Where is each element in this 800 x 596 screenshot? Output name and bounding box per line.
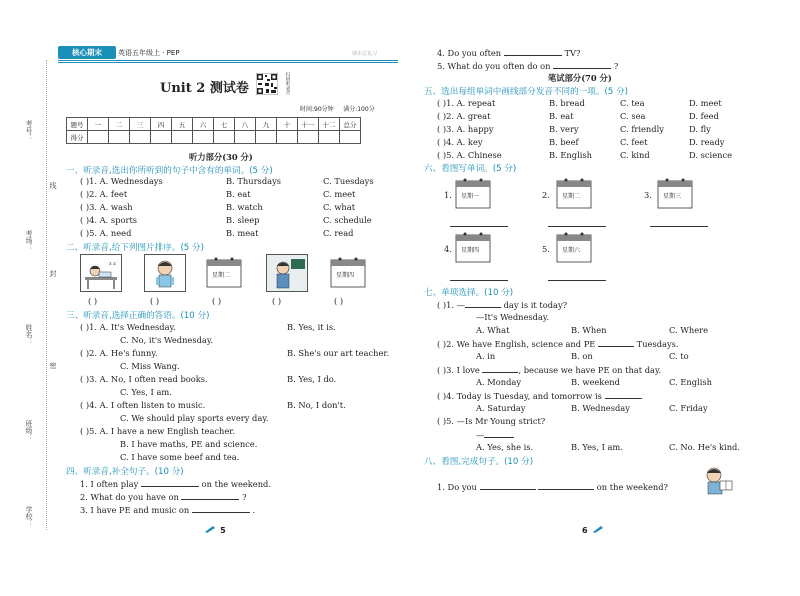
q3-2-a: ( )2. A. He's funny. — [80, 348, 158, 358]
q5-3-c: C. friendly — [620, 124, 664, 134]
q1-1-stem: ( )1. A. Wednesdays — [80, 176, 163, 186]
page-number: 6 — [582, 526, 588, 535]
score-cell[interactable] — [298, 131, 319, 144]
q8-1 — [437, 481, 668, 492]
q7-2-tail: Tuesdays. — [636, 339, 679, 349]
exam-room-label: 考场： — [25, 230, 33, 251]
pic-num: 2. — [542, 190, 550, 200]
answer-blank[interactable] — [598, 338, 634, 347]
q7-4-text: ( )4. Today is Tuesday, and tomorrow is — [437, 391, 602, 401]
q3-1-b: B. Yes, it is. — [287, 322, 336, 332]
order-paren[interactable]: ( ) — [334, 296, 344, 306]
q7-3-c: C. English — [669, 377, 712, 387]
q5-5-stem: ( )5. A. Chinese — [437, 150, 502, 160]
q1-5-stem: ( )5. A. need — [80, 228, 132, 238]
score-cell[interactable] — [151, 131, 172, 144]
q7-3-tail: , because we have PE on that day. — [518, 365, 662, 375]
q7-3 — [437, 364, 661, 375]
q3-1-a: ( )1. A. It's Wednesday. — [80, 322, 176, 332]
page-number: 5 — [220, 526, 226, 535]
score-cell[interactable] — [193, 131, 214, 144]
table-cell: 八 — [235, 118, 256, 131]
score-cell[interactable] — [130, 131, 151, 144]
q7-5-reply — [476, 429, 514, 440]
q1-4-b: B. sleep — [226, 215, 260, 225]
q7-3-b: B. weekend — [571, 377, 620, 387]
q1-3-c: C. what — [323, 202, 356, 212]
table-cell: 题号 — [67, 118, 88, 131]
q1-1-c: C. Tuesdays — [323, 176, 374, 186]
score-cell[interactable] — [109, 131, 130, 144]
calendar-label: 星期四 — [461, 247, 480, 254]
section-8-title: 八、看图,完成句子。(10 分) — [424, 457, 534, 467]
header-rule-thin — [58, 62, 398, 63]
pencil-icon — [593, 525, 603, 533]
q1-1-b: B. Thursdays — [226, 176, 282, 186]
answer-blank[interactable] — [480, 481, 536, 490]
score-cell[interactable] — [172, 131, 193, 144]
order-paren[interactable]: ( ) — [88, 296, 98, 306]
section-1-title: 一、听录音,选出你所听到的句子中含有的单词。(5 分) — [66, 166, 273, 176]
q1-2-stem: ( )2. A. feet — [80, 189, 128, 199]
q3-2-b: B. She's our art teacher. — [287, 348, 390, 358]
q1-4-stem: ( )4. A. sports — [80, 215, 138, 225]
score-cell[interactable] — [235, 131, 256, 144]
q4-5 — [437, 60, 618, 71]
table-cell: 五 — [172, 118, 193, 131]
page-title: Unit 2 测试卷 — [160, 81, 249, 96]
calendar-label: 星期一 — [461, 193, 480, 200]
answer-blank[interactable] — [548, 280, 606, 281]
section-4-title: 四、听录音,补全句子。(10 分) — [66, 467, 184, 477]
q3-3-c: C. Yes, I am. — [120, 387, 172, 397]
answer-blank[interactable] — [450, 226, 508, 227]
page-number-left — [205, 518, 226, 537]
table-cell: 总分 — [340, 118, 361, 131]
section-5-title: 五、选出每组单词中画线部分发音不同的一项。(5 分) — [424, 87, 628, 97]
score-header-row — [67, 118, 361, 131]
answer-blank[interactable] — [605, 390, 641, 399]
qr-caption: 扫码听录音 — [285, 72, 290, 95]
table-cell: 七 — [214, 118, 235, 131]
header-rule — [58, 60, 398, 61]
full-score: 满分:100分 — [343, 106, 375, 113]
school-label: 学校： — [25, 506, 33, 527]
q5-5-d: D. science — [689, 150, 732, 160]
calendar-label: 星期六 — [562, 247, 581, 254]
q3-1-c: C. No, it's Wednesday. — [120, 335, 214, 345]
calendar-label: 星期二 — [562, 193, 581, 200]
answer-blank[interactable] — [181, 491, 239, 500]
calendar-tuesday-icon — [206, 256, 242, 288]
pic-num: 1. — [444, 190, 452, 200]
q7-4 — [437, 390, 643, 401]
calendar-thursday-icon — [330, 256, 366, 288]
calendar-thursday-icon — [455, 231, 491, 263]
order-paren[interactable]: ( ) — [272, 296, 282, 306]
q3-4-b: B. No, I don't. — [287, 400, 346, 410]
q5-1-b: B. bread — [549, 98, 585, 108]
score-cell[interactable] — [88, 131, 109, 144]
q5-2-c: C. sea — [620, 111, 646, 121]
q5-3-b: B. very — [549, 124, 579, 134]
listening-part-title: 听力部分(30 分) — [189, 152, 253, 162]
q4-4 — [437, 47, 580, 58]
q7-1-reply: —It's Wednesday. — [476, 312, 550, 322]
q1-2-b: B. eat — [226, 189, 251, 199]
q3-2-c: C. Miss Wang. — [120, 361, 180, 371]
answer-blank[interactable] — [538, 481, 594, 490]
q5-5-c: C. kind — [620, 150, 650, 160]
name-label: 姓名： — [25, 324, 33, 345]
order-paren[interactable]: ( ) — [150, 296, 160, 306]
q7-2-c: C. to — [669, 351, 689, 361]
table-cell: 十 — [277, 118, 298, 131]
svg-text:z z: z z — [109, 261, 116, 267]
answer-blank[interactable] — [465, 299, 501, 308]
score-cell[interactable] — [340, 131, 361, 144]
q7-5-c: C. No. He's kind. — [669, 442, 741, 452]
q3-3-a: ( )3. A. No, I often read books. — [80, 374, 208, 384]
q7-4-c: C. Friday — [669, 403, 708, 413]
q5-2-stem: ( )2. A. great — [437, 111, 491, 121]
seal-mark-line: 线 — [49, 182, 57, 189]
q3-3-b: B. Yes, I do. — [287, 374, 337, 384]
q1-5-b: B. meat — [226, 228, 259, 238]
table-cell: 九 — [256, 118, 277, 131]
q4-3-tail: . — [252, 505, 256, 515]
q3-4-a: ( )4. A. I often listen to music. — [80, 400, 206, 410]
q5-1-stem: ( )1. A. repeat — [437, 98, 496, 108]
score-cell[interactable] — [214, 131, 235, 144]
q7-5-b: B. Yes, I am. — [571, 442, 623, 452]
q7-1-tail: day is it today? — [503, 300, 568, 310]
q4-1 — [80, 478, 271, 489]
q5-2-b: B. eat — [549, 111, 574, 121]
q5-4-d: D. ready — [689, 137, 725, 147]
q7-1 — [437, 299, 567, 310]
calendar-tuesday-icon — [556, 177, 592, 209]
q4-4-text: 4. Do you often — [437, 48, 502, 58]
exam-meta — [300, 104, 375, 113]
q1-3-b: B. watch — [226, 202, 263, 212]
score-value-row — [67, 131, 361, 144]
pic-num: 3. — [644, 190, 652, 200]
calendar-saturday-icon — [556, 231, 592, 263]
answer-blank[interactable] — [650, 226, 708, 227]
answer-blank[interactable] — [482, 364, 518, 373]
q5-3-stem: ( )3. A. happy — [437, 124, 494, 134]
q5-1-c: C. tea — [620, 98, 645, 108]
section-2-title: 二、听录音,给下列图片排序。(5 分) — [66, 243, 204, 253]
answer-blank[interactable] — [192, 504, 250, 513]
q3-5-a: ( )5. A. I have a new English teacher. — [80, 426, 235, 436]
table-cell: 四 — [151, 118, 172, 131]
q7-1-a: A. What — [476, 325, 510, 335]
q1-4-c: C. schedule — [323, 215, 372, 225]
q4-4-tail: TV? — [564, 48, 581, 58]
seal-mark-seal: 封 — [49, 270, 57, 277]
q7-5-a: A. Yes, she is. — [476, 442, 534, 452]
q4-1-tail: on the weekend. — [201, 479, 271, 489]
seal-mark-secret: 密 — [49, 362, 57, 369]
answer-blank[interactable] — [141, 478, 199, 487]
child-sleeping-icon — [81, 255, 121, 291]
picture-sleep — [80, 254, 122, 292]
score-cell[interactable] — [256, 131, 277, 144]
q1-5-c: C. read — [323, 228, 354, 238]
calendar-wednesday-icon — [657, 177, 693, 209]
table-cell: 三 — [130, 118, 151, 131]
q1-3-stem: ( )3. A. wash — [80, 202, 133, 212]
table-cell: 二 — [109, 118, 130, 131]
q4-2 — [80, 491, 247, 502]
q8-1-text: 1. Do you — [437, 482, 477, 492]
q4-1-text: 1. I often play — [80, 479, 139, 489]
table-cell: 十一 — [298, 118, 319, 131]
calendar-label: 星期四 — [336, 272, 355, 279]
qr-code-icon[interactable] — [256, 73, 278, 95]
q5-1-d: D. meet — [689, 98, 722, 108]
q7-1-text: ( )1. — — [437, 300, 465, 310]
q8-1-tail: on the weekend? — [596, 482, 668, 492]
table-cell: 得分 — [67, 131, 88, 144]
calendar-label: 星期二 — [212, 272, 231, 279]
q4-2-tail: ? — [242, 492, 247, 502]
boy-reading-icon — [700, 463, 736, 499]
table-cell: 十二 — [319, 118, 340, 131]
section-6-title: 六、看图写单词。(5 分) — [424, 164, 517, 174]
binding-strip — [10, 42, 57, 562]
q7-2-a: A. in — [476, 351, 496, 361]
score-cell[interactable] — [319, 131, 340, 144]
header-tag: 期末总复习 — [352, 51, 378, 57]
score-cell[interactable] — [277, 131, 298, 144]
q5-4-stem: ( )4. A. key — [437, 137, 483, 147]
q7-2-b: B. on — [571, 351, 593, 361]
q7-4-a: A. Saturday — [476, 403, 526, 413]
class-label: 班级： — [25, 420, 33, 441]
q1-2-c: C. meet — [323, 189, 356, 199]
answer-blank[interactable] — [553, 60, 611, 69]
pic-num: 4. — [444, 244, 452, 254]
q3-4-c: C. We should play sports every day. — [120, 413, 269, 423]
score-table — [66, 117, 361, 144]
q4-2-text: 2. What do you have on — [80, 492, 179, 502]
boy-icon — [145, 255, 185, 291]
q7-1-c: C. Where — [669, 325, 708, 335]
answer-blank[interactable] — [484, 429, 514, 438]
written-part-title: 笔试部分(70 分) — [548, 73, 612, 83]
q4-3-text: 3. I have PE and music on — [80, 505, 190, 515]
q7-3-a: A. Monday — [476, 377, 522, 387]
picture-boy — [144, 254, 186, 292]
page-number-right — [582, 518, 603, 537]
pic-num: 5. — [542, 244, 550, 254]
answer-blank[interactable] — [450, 280, 508, 281]
answer-blank[interactable] — [504, 47, 562, 56]
calendar-monday-icon — [455, 177, 491, 209]
q7-5-dash: — — [476, 430, 485, 440]
seal-line — [46, 60, 47, 530]
table-cell: 一 — [88, 118, 109, 131]
q3-5-c: C. I have some beef and tea. — [120, 452, 240, 462]
order-paren[interactable]: ( ) — [212, 296, 222, 306]
q5-3-d: D. fly — [689, 124, 711, 134]
q5-4-c: C. feet — [620, 137, 648, 147]
exam-number-label: 考号： — [25, 120, 33, 141]
q4-5-tail: ? — [613, 61, 619, 71]
q7-4-tail: . — [640, 391, 644, 401]
table-cell: 六 — [193, 118, 214, 131]
answer-blank[interactable] — [548, 226, 606, 227]
q7-2 — [437, 338, 679, 349]
time-limit: 时间:90分钟 — [300, 106, 334, 113]
q3-5-b: B. I have maths, PE and science. — [120, 439, 258, 449]
q7-4-b: B. Wednesday — [571, 403, 630, 413]
section-7-title: 七、单项选择。(10 分) — [424, 288, 514, 298]
q7-3-text: ( )3. I love — [437, 365, 480, 375]
q5-2-d: D. feed — [689, 111, 719, 121]
picture-teacher — [266, 254, 308, 292]
q5-4-b: B. beef — [549, 137, 579, 147]
section-3-title: 三、听录音,选择正确的答语。(10 分) — [66, 311, 210, 321]
brand-logo: 核心期末 — [58, 46, 116, 59]
calendar-label: 星期三 — [663, 193, 682, 200]
subject-label: 英语五年级上 · PEP — [118, 49, 180, 57]
q7-5-text: ( )5. —Is Mr Young strict? — [437, 416, 546, 426]
q7-2-text: ( )2. We have English, science and PE — [437, 339, 596, 349]
q4-5-text: 5. What do you often do on — [437, 61, 551, 71]
q4-3 — [80, 504, 255, 515]
teacher-icon — [267, 255, 307, 291]
q7-1-b: B. When — [571, 325, 607, 335]
pencil-icon — [205, 525, 215, 533]
q5-5-b: B. English — [549, 150, 592, 160]
